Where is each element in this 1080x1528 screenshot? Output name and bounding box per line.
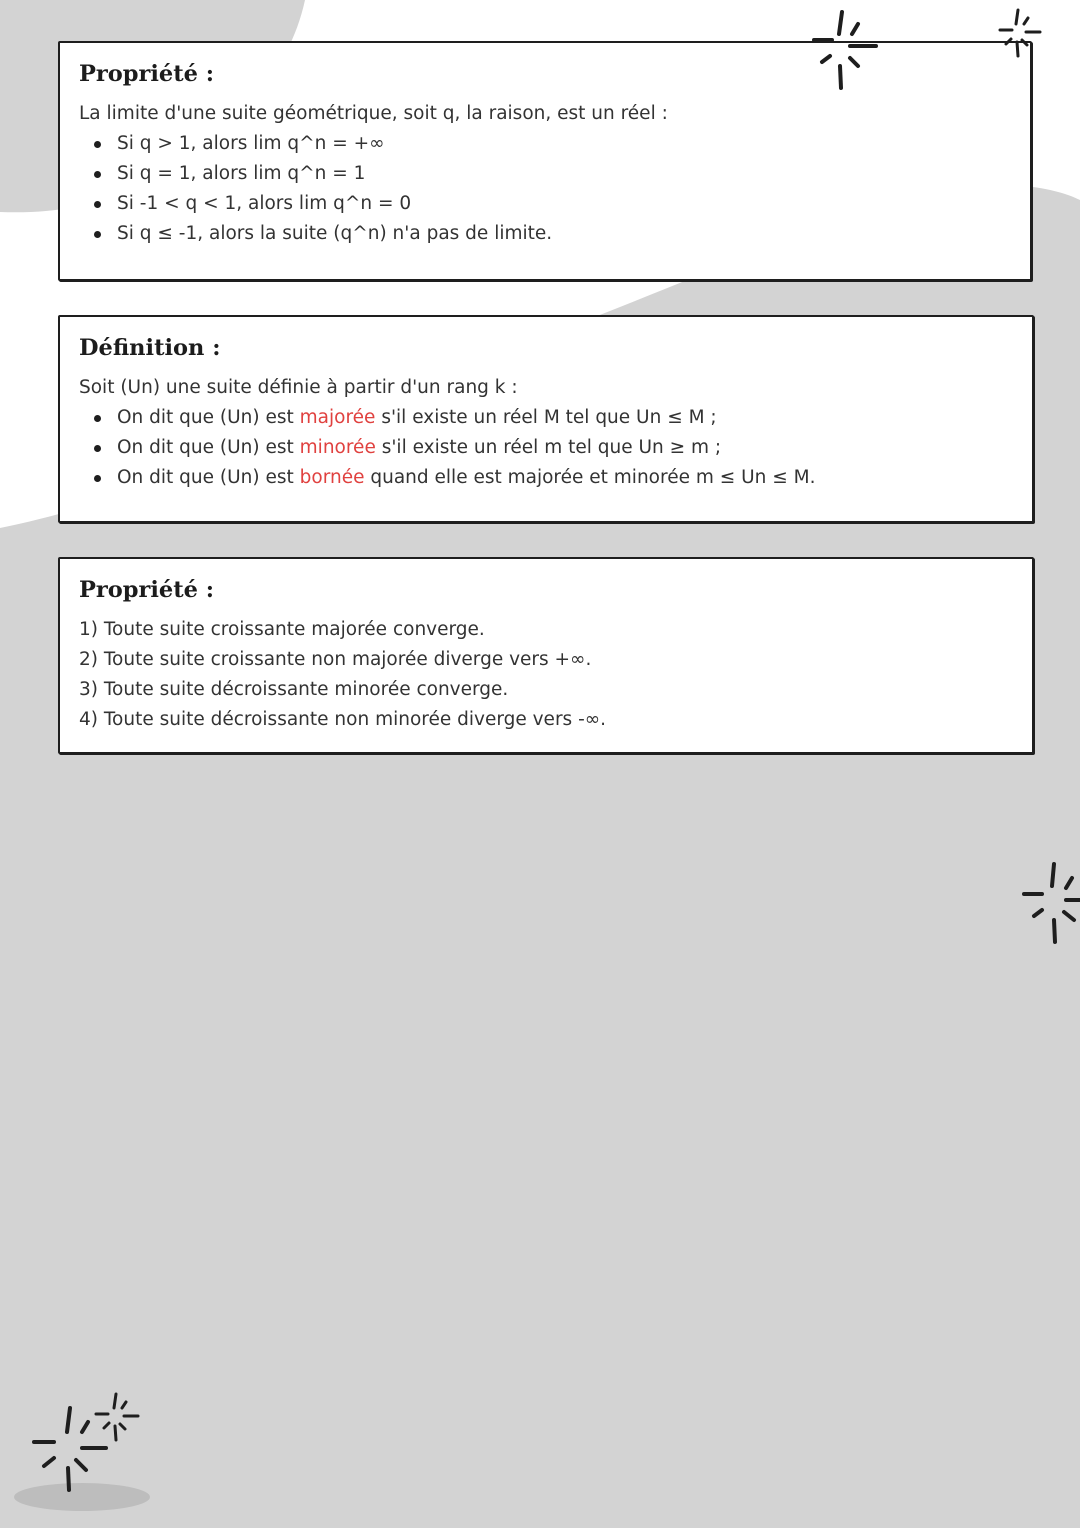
item-text: On dit que (Un) est xyxy=(117,407,300,428)
list-item: 2) Toute suite croissante non majorée diverge vers +∞. xyxy=(79,649,592,670)
card-title: Propriété : xyxy=(79,61,215,87)
list-item xyxy=(79,463,816,493)
card-title: Propriété : xyxy=(79,577,215,603)
item-text: s'il existe un réel M tel que Un ≤ M ; xyxy=(375,407,717,428)
list-item: 4) Toute suite décroissante non minorée diverge vers -∞. xyxy=(79,709,607,730)
property-card-convergence xyxy=(58,557,1034,754)
highlighted-term: bornée xyxy=(299,467,365,488)
list-item: 3) Toute suite décroissante minorée converge. xyxy=(79,679,509,700)
highlighted-term: majorée xyxy=(299,407,376,428)
bullet-list xyxy=(79,129,552,249)
item-text: s'il existe un réel m tel que Un ≥ m ; xyxy=(375,437,722,458)
sparkle-icon xyxy=(996,6,1046,62)
sparkle-icon xyxy=(92,1390,144,1446)
list-item xyxy=(79,433,816,463)
card-intro: La limite d'une suite géométrique, soit q, la raison, est un réel : xyxy=(79,103,668,124)
definition-card-bounds xyxy=(58,315,1034,523)
item-text: quand elle est majorée et minorée m ≤ Un ≤ M. xyxy=(364,467,816,488)
sparkle-icon xyxy=(806,6,880,94)
bullet-list xyxy=(79,403,816,493)
highlighted-term: minorée xyxy=(299,437,376,458)
item-text: On dit que (Un) est xyxy=(117,467,300,488)
list-item: 1) Toute suite croissante majorée converge. xyxy=(79,619,485,640)
item-text: On dit que (Un) est xyxy=(117,437,300,458)
property-card-limits xyxy=(58,41,1032,281)
list-item: Si q = 1, alors lim q^n = 1 xyxy=(79,159,552,189)
list-item: Si q > 1, alors lim q^n = +∞ xyxy=(79,129,552,159)
card-intro: Soit (Un) une suite définie à partir d'un rang k : xyxy=(79,377,518,398)
list-item xyxy=(79,403,816,433)
sparkle-icon xyxy=(1016,856,1080,948)
card-title: Définition : xyxy=(79,335,221,361)
list-item: Si q ≤ -1, alors la suite (q^n) n'a pas de limite. xyxy=(79,219,552,249)
numbered-list xyxy=(79,615,606,735)
list-item: Si -1 < q < 1, alors lim q^n = 0 xyxy=(79,189,552,219)
